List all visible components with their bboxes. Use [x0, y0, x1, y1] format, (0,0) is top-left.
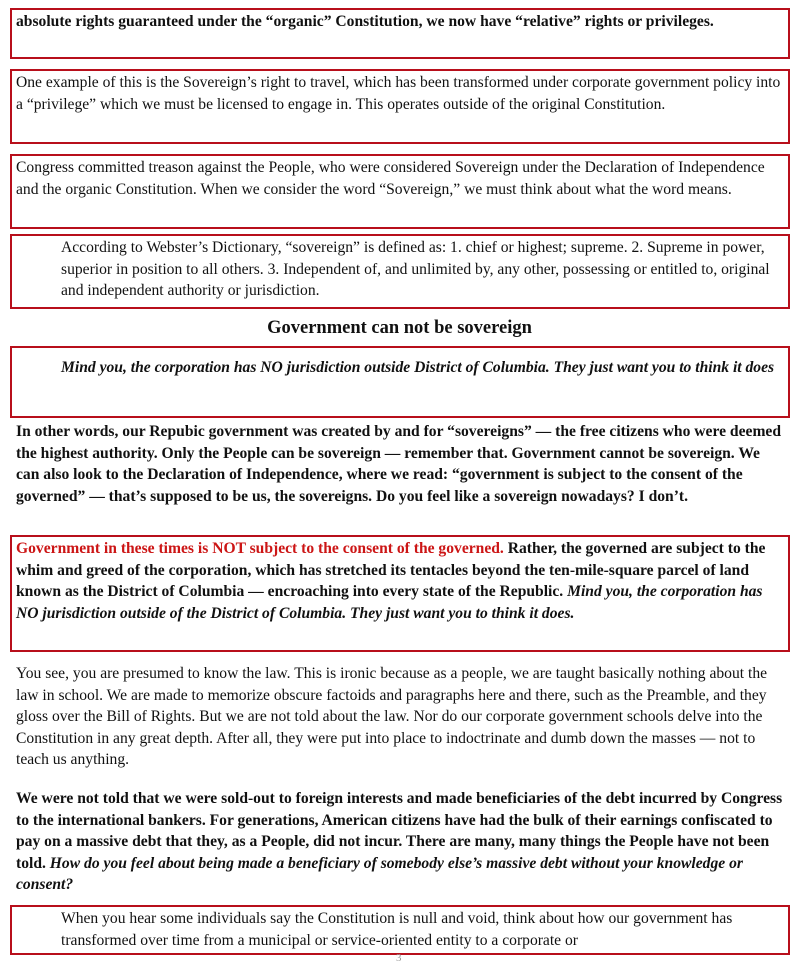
- paragraph-presumed-to-know-law: [16, 663, 786, 771]
- quote-box-jurisdiction: [10, 346, 790, 418]
- paragraph-text: absolute rights guaranteed under the “organic” Constitution, we now have “relative” rights or privileges.: [16, 13, 714, 30]
- paragraph-sovereigns: [16, 421, 786, 507]
- paragraph-text: We were not told that we were sold-out to foreign interests and made beneficiaries of the debt incurred by Congress to the international bankers. For generations, American citizens have had the bulk of their earnings confiscated to pay on a massive debt that they, as a People, did not incur. There are many, many things the People have not been told.: [16, 790, 783, 872]
- quote-box-null-and-void: [10, 905, 790, 955]
- italic-text: How do you feel about being made a beneficiary of somebody else’s massive debt without your knowledge or consent?: [16, 854, 743, 894]
- italic-text: Mind you, the corporation has NO jurisdiction outside of the District of Columbia. They just want you to think it does.: [16, 583, 763, 622]
- paragraph-box-absolute-rights: [10, 8, 790, 59]
- paragraph-sold-out: [16, 788, 786, 896]
- paragraph-text: You see, you are presumed to know the law. This is ironic because as a people, we are taught basically nothing about the law in school. We are made to memorize obscure factoids and paragraphs here and there, such as the Preamble, and they gloss over the Bill of Rights. But we are not told about the law. Nor do our corporate government schools delve into the Constitution in any great depth. After all, they were put into place to indoctrinate and dumb down the masses — not to teach us anything.: [16, 665, 768, 769]
- quote-text: When you hear some individuals say the Constitution is null and void, think about how our government has transformed over time from a municipal or service-oriented entity to a corporate or: [61, 910, 733, 949]
- quote-box-webster-definition: [10, 234, 790, 309]
- paragraph-text: In other words, our Repubic government was created by and for “sovereigns” — the free citizens who were deemed the highest authority. Only the People can be sovereign — remember that. Government cannot be sovereign. We can also look to the Declaration of Independence, where we read: “government is subject to the consent of the governed” — that’s supposed to be us, the sovereigns. Do you feel like a sovereign nowadays? I don’t.: [16, 423, 782, 505]
- quote-text: According to Webster’s Dictionary, “sovereign” is defined as: 1. chief or highest; supreme. 2. Supreme in power, superior in position to all others. 3. Independent of, and unlimited by, any other, possessing or entitled to, original and independent authority or jurisdiction.: [61, 239, 770, 300]
- page-number: 3: [396, 952, 402, 964]
- paragraph-text: Congress committed treason against the People, who were considered Sovereign under the Declaration of Independence and the organic Constitution. When we consider the word “Sovereign,” we must think about what the word means.: [16, 159, 765, 198]
- paragraph-box-consent-of-governed: [10, 535, 790, 652]
- paragraph-text: One example of this is the Sovereign’s right to travel, which has been transformed under corporate government policy into a “privilege” which we must be licensed to engage in. This operates outside of the original Constitution.: [16, 74, 781, 113]
- emphasis-red-text: Government in these times is NOT subject to the consent of the governed.: [16, 540, 504, 557]
- section-heading: Government can not be sovereign: [267, 318, 532, 338]
- quote-text: Mind you, the corporation has NO jurisdiction outside District of Columbia. They just want you to think it does: [61, 359, 775, 376]
- paragraph-text: Rather, the governed are subject to the whim and greed of the corporation, which has stretched its tentacles beyond the ten-mile-square parcel of land known as the District of Columbia — encroaching into every state of the Republic.: [16, 540, 766, 601]
- paragraph-box-right-to-travel: [10, 69, 790, 144]
- paragraph-box-congress-treason: [10, 154, 790, 229]
